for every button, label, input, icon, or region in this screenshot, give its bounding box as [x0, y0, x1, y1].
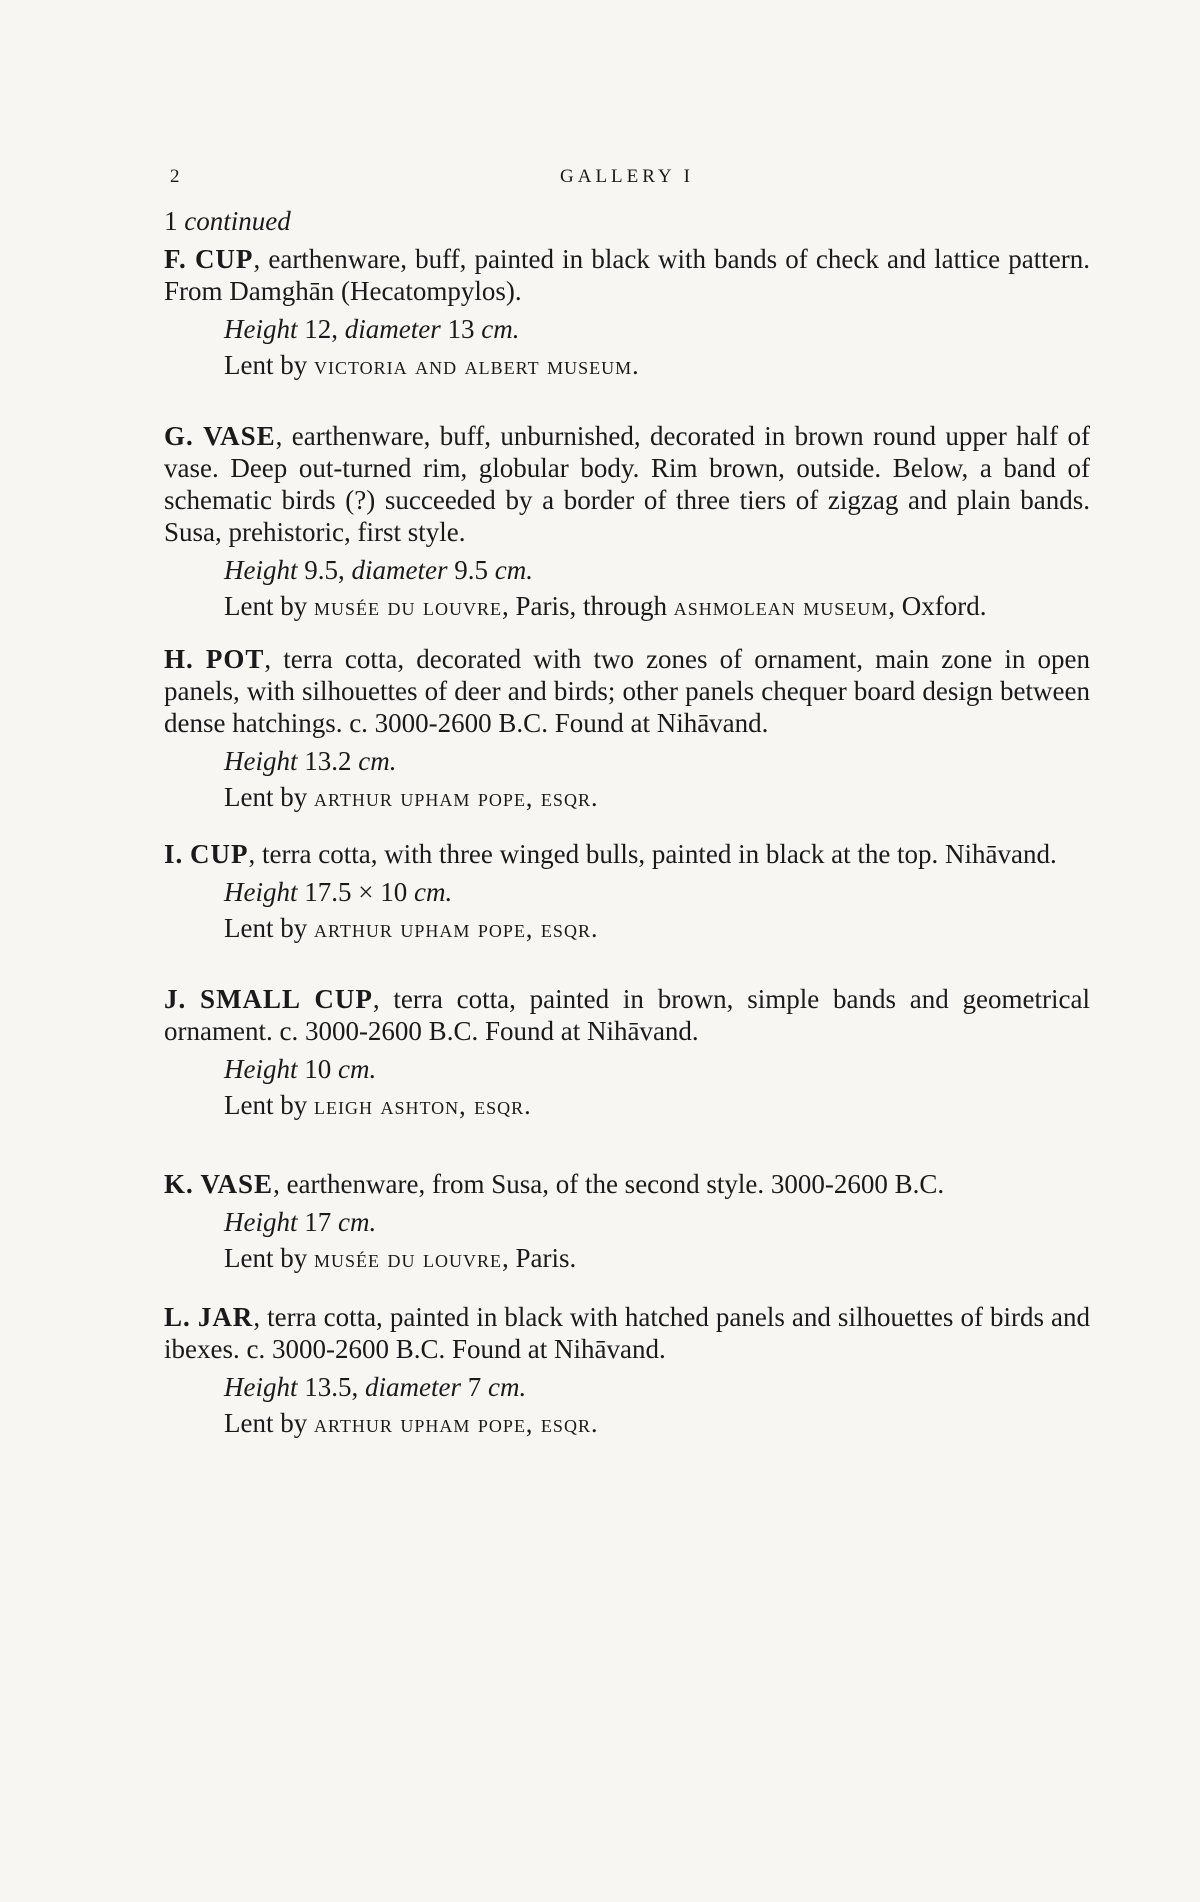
- lender-name-secondary: ashmolean museum: [673, 592, 889, 621]
- diameter-value: 13: [440, 314, 482, 344]
- unit: cm.: [338, 1054, 377, 1084]
- lender-suffix: , Paris, through: [501, 591, 674, 621]
- lent-prefix: Lent by: [224, 591, 314, 621]
- lender-name: victoria and albert museum.: [313, 351, 640, 380]
- lent-prefix: Lent by: [224, 350, 314, 380]
- entry-description: [164, 838, 1090, 870]
- height-value: 9.5,: [297, 555, 352, 585]
- height-label: Height: [224, 555, 298, 585]
- height-value: 17.5 × 10: [297, 877, 414, 907]
- height-label: Height: [224, 314, 298, 344]
- entry-description: [164, 1168, 1090, 1200]
- entry-description-text: , earthenware, buff, painted in black with bands of check and lattice pattern. From Damghān (Hecatompylos).: [164, 244, 1091, 306]
- diameter-value: 7: [460, 1372, 488, 1402]
- entry-name: VASE: [203, 421, 276, 451]
- entry-name: VASE: [200, 1169, 274, 1199]
- entry-k: [164, 1168, 1090, 1275]
- entry-g: [164, 420, 1090, 623]
- entry-letter: G.: [164, 421, 194, 451]
- continued-number: 1: [164, 206, 178, 236]
- entry-description-text: , earthenware, from Susa, of the second style. 3000-2600 B.C.: [273, 1169, 945, 1199]
- height-label: Height: [224, 1054, 298, 1084]
- height-value: 13.2: [297, 746, 359, 776]
- lender-name: leigh ashton, esqr.: [313, 1091, 532, 1120]
- entry-description: [164, 420, 1090, 548]
- entry-l: [164, 1301, 1090, 1440]
- entry-name: POT: [205, 644, 265, 674]
- gallery-title: GALLERY I: [560, 166, 694, 187]
- lent-prefix: Lent by: [224, 1090, 314, 1120]
- entry-letter: L.: [164, 1302, 191, 1332]
- entry-dimensions: [224, 1053, 1090, 1085]
- entry-lender: [224, 1407, 1090, 1440]
- height-value: 10: [297, 1054, 338, 1084]
- height-label: Height: [224, 746, 298, 776]
- entry-lender: [224, 1242, 1090, 1275]
- entry-description-text: , terra cotta, with three winged bulls, painted in black at the top. Nihāvand.: [248, 839, 1057, 869]
- height-value: 12,: [297, 314, 345, 344]
- entry-dimensions: [224, 313, 1090, 345]
- entry-description: [164, 243, 1090, 307]
- entry-dimensions: [224, 1371, 1090, 1403]
- lender-suffix: , Paris.: [501, 1243, 577, 1273]
- entry-i: [164, 838, 1090, 945]
- diameter-label: diameter: [351, 555, 448, 585]
- entry-name: CUP: [194, 244, 254, 274]
- height-label: Height: [224, 877, 298, 907]
- entry-letter: K.: [164, 1169, 194, 1199]
- diameter-label: diameter: [344, 314, 441, 344]
- entry-h: [164, 643, 1090, 814]
- lent-prefix: Lent by: [224, 913, 314, 943]
- entry-dimensions: [224, 876, 1090, 908]
- entry-letter: F.: [164, 244, 187, 274]
- entry-description: [164, 643, 1090, 739]
- entry-name: CUP: [190, 839, 249, 869]
- entry-letter: H.: [164, 644, 194, 674]
- lent-prefix: Lent by: [224, 782, 314, 812]
- unit: cm.: [487, 1372, 527, 1402]
- entry-description-text: , terra cotta, painted in black with hatched panels and silhouettes of birds and ibexes. c. 3000-2600 B.C. Found at Nihāvand.: [164, 1302, 1091, 1364]
- entry-letter: I.: [164, 839, 184, 869]
- entry-f: [164, 243, 1090, 382]
- unit: cm.: [494, 555, 533, 585]
- entry-description: [164, 1301, 1090, 1365]
- entry-description-text: , terra cotta, painted in brown, simple bands and geometrical ornament. c. 3000-2600 B.C. Found at Nihāvand.: [164, 984, 1090, 1046]
- running-head: [164, 160, 1090, 196]
- diameter-label: diameter: [365, 1372, 461, 1402]
- lender-name: arthur upham pope, esqr.: [313, 914, 599, 943]
- entry-name: SMALL CUP: [200, 984, 373, 1014]
- entry-lender: [224, 1089, 1090, 1122]
- unit: cm.: [413, 877, 453, 907]
- height-value: 13.5,: [297, 1372, 365, 1402]
- entry-dimensions: [224, 554, 1090, 586]
- unit: cm.: [481, 314, 520, 344]
- height-value: 17: [297, 1207, 338, 1237]
- lent-prefix: Lent by: [224, 1408, 314, 1438]
- lender-suffix-secondary: , Oxford.: [888, 591, 987, 621]
- unit: cm.: [338, 1207, 377, 1237]
- lent-prefix: Lent by: [224, 1243, 314, 1273]
- unit: cm.: [358, 746, 397, 776]
- entry-lender: [224, 781, 1090, 814]
- continued-line: [164, 206, 1090, 237]
- diameter-value: 9.5: [447, 555, 495, 585]
- page-number: 2: [170, 166, 180, 187]
- entry-j: [164, 983, 1090, 1122]
- entry-lender: [224, 912, 1090, 945]
- entry-dimensions: [224, 1206, 1090, 1238]
- catalogue-page: [164, 160, 1090, 1440]
- entry-dimensions: [224, 745, 1090, 777]
- entry-description: [164, 983, 1090, 1047]
- continued-word: continued: [184, 206, 291, 236]
- lender-name: musée du louvre: [313, 592, 502, 621]
- lender-name: arthur upham pope, esqr.: [313, 783, 599, 812]
- height-label: Height: [224, 1207, 298, 1237]
- lender-name: musée du louvre: [313, 1244, 502, 1273]
- entry-lender: [224, 590, 1090, 623]
- height-label: Height: [224, 1372, 298, 1402]
- entry-lender: [224, 349, 1090, 382]
- entry-letter: J.: [164, 984, 187, 1014]
- entry-name: JAR: [197, 1302, 254, 1332]
- entry-description-text: , terra cotta, decorated with two zones of ornament, main zone in open panels, with silhouettes of deer and birds; other panels chequer board design between dense hatchings. c. 3000-2600 B.C. Found at Nihāvand.: [164, 644, 1090, 738]
- entry-description-text: , earthenware, buff, unburnished, decorated in brown round upper half of vase. Deep out-turned rim, globular body. Rim brown, outside. Below, a band of schematic birds (?) succeeded by a border of three tiers of zigzag and plain bands. Susa, prehistoric, first style.: [164, 421, 1090, 547]
- lender-name: arthur upham pope, esqr.: [313, 1409, 599, 1438]
